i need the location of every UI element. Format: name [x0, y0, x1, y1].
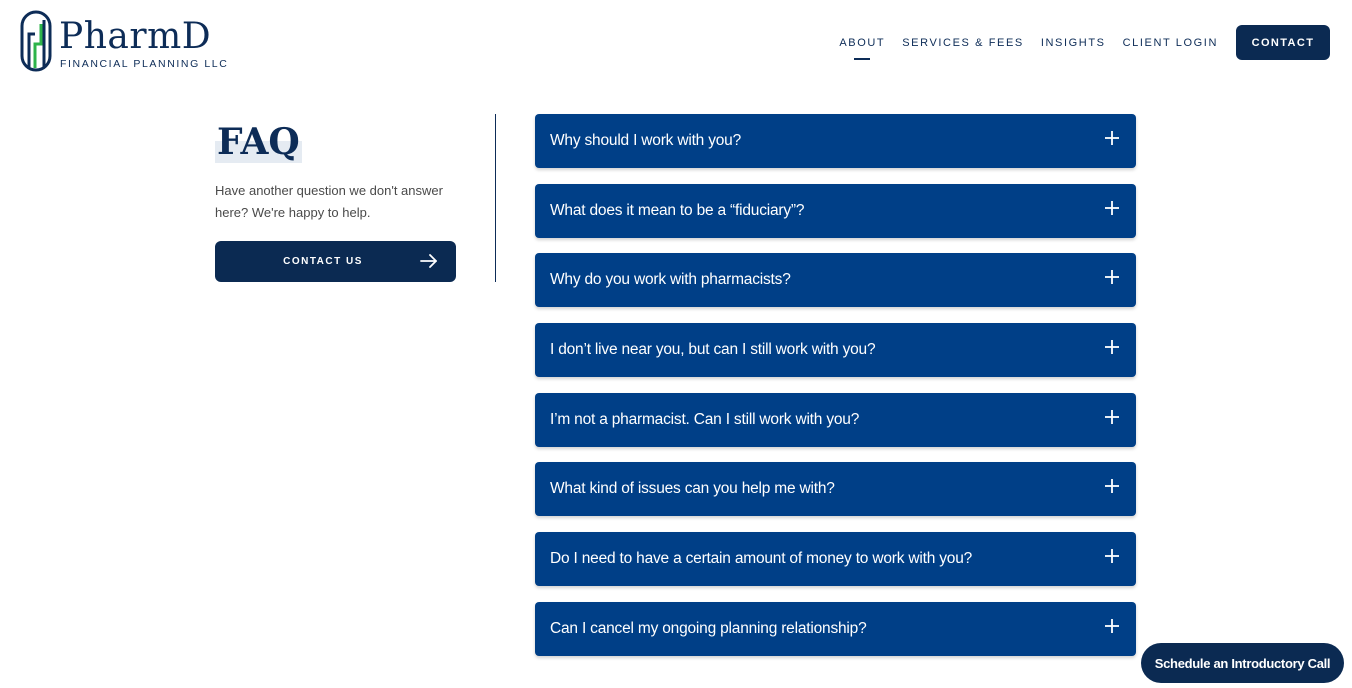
plus-icon	[1104, 548, 1120, 564]
contact-us-label: CONTACT US	[283, 256, 363, 267]
plus-icon	[1104, 409, 1120, 425]
faq-item[interactable]	[535, 532, 1136, 586]
nav-client-login[interactable]: CLIENT LOGIN	[1122, 36, 1218, 49]
plus-icon	[1104, 478, 1120, 494]
nav-contact-button[interactable]: CONTACT	[1236, 25, 1330, 60]
nav-services-fees[interactable]: SERVICES & FEES	[902, 36, 1024, 49]
schedule-introductory-call-button[interactable]: Schedule an Introductory Call	[1141, 643, 1344, 683]
faq-question: I’m not a pharmacist. Can I still work with you?	[550, 410, 860, 428]
nav-insights[interactable]: INSIGHTS	[1040, 36, 1106, 49]
faq-help-text: Have another question we don't answer here? We're happy to help.	[215, 183, 443, 220]
brand-logo[interactable]	[20, 10, 229, 74]
faq-question: Can I cancel my ongoing planning relationship?	[550, 619, 867, 637]
main-nav	[839, 25, 1330, 60]
faq-item[interactable]	[535, 323, 1136, 377]
faq-question: I don’t live near you, but can I still work with you?	[550, 341, 876, 359]
column-divider	[495, 114, 496, 282]
nav-about[interactable]: ABOUT	[839, 36, 886, 49]
plus-icon	[1104, 130, 1120, 146]
faq-question: Do I need to have a certain amount of money to work with you?	[550, 550, 973, 568]
brand-name: PharmD	[59, 16, 212, 57]
faq-question: What does it mean to be a “fiduciary”?	[550, 201, 805, 219]
faq-question: What kind of issues can you help me with?	[550, 480, 835, 498]
brand-tagline: FINANCIAL PLANNING LLC	[60, 58, 229, 70]
faq-item[interactable]	[535, 462, 1136, 516]
faq-item[interactable]	[535, 114, 1136, 168]
plus-icon	[1104, 269, 1120, 285]
faq-item[interactable]	[535, 253, 1136, 307]
arrow-right-icon	[420, 253, 438, 269]
contact-us-button[interactable]	[215, 241, 456, 282]
faq-question: Why do you work with pharmacists?	[550, 271, 791, 289]
pharmd-logo-icon	[20, 10, 52, 74]
plus-icon	[1104, 200, 1120, 216]
faq-item[interactable]	[535, 393, 1136, 447]
faq-item[interactable]	[535, 602, 1136, 656]
faq-accordion	[535, 114, 1136, 672]
plus-icon	[1104, 339, 1120, 355]
faq-question: Why should I work with you?	[550, 132, 742, 149]
faq-title: FAQ	[217, 121, 300, 163]
plus-icon	[1104, 618, 1120, 634]
faq-item[interactable]	[535, 184, 1136, 238]
